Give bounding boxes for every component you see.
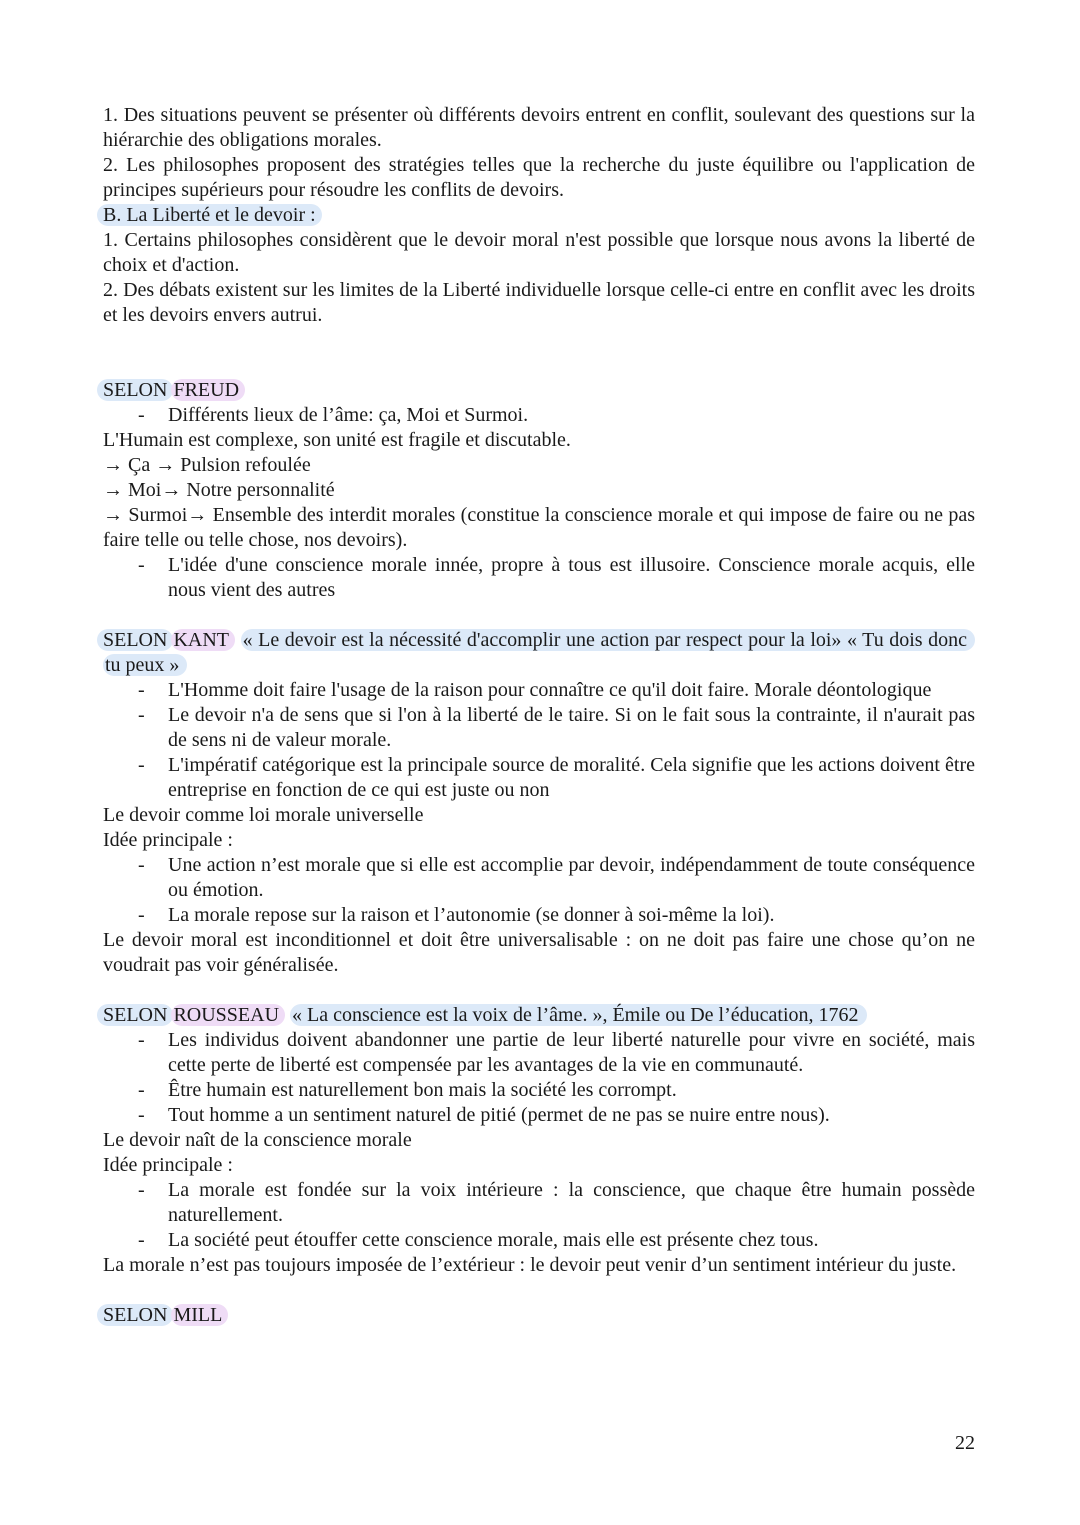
list-item: - La morale est fondée sur la voix intérieure : la conscience, que chaque être humain possède naturellement. [103, 1178, 975, 1228]
list-item: - Les individus doivent abandonner une partie de leur liberté naturelle pour vivre en société, mais cette perte de liberté est compensée par les avantages de la vie en communauté. [103, 1028, 975, 1078]
paragraph: → Ça → Pulsion refoulée [103, 454, 311, 476]
philosopher-name: FREUD [171, 379, 245, 401]
kant-heading: SELON KANT « Le devoir est la nécessité d'accomplir une action par respect pour la loi» « Tu dois donc tu peux » [103, 628, 975, 678]
section-heading [103, 203, 975, 228]
list-item: - La morale repose sur la raison et l’autonomie (se donner à soi-même la loi). [103, 903, 975, 928]
paragraph: Le devoir comme loi morale universelle [103, 804, 424, 826]
paragraph: Idée principale : [103, 1154, 233, 1176]
list-item: - L'idée d'une conscience morale innée, propre à tous est illusoire. Conscience morale acquis, elle nous vient des autres [103, 553, 975, 603]
freud-heading: SELON FREUD [103, 378, 975, 403]
paragraph: → Moi→ Notre personnalité [103, 479, 335, 501]
paragraph: 1. Certains philosophes considèrent que le devoir moral n'est possible que lorsque nous avons la liberté de choix et d'action. [103, 229, 975, 276]
paragraph: La morale n’est pas toujours imposée de l’extérieur : le devoir peut venir d’un sentiment intérieur du juste. [103, 1254, 957, 1276]
list-item: - Différents lieux de l’âme: ça, Moi et Surmoi. [103, 403, 975, 428]
paragraph: L'Humain est complexe, son unité est fragile et discutable. [103, 429, 571, 451]
document-body [103, 103, 975, 1328]
philosopher-name: KANT [171, 629, 235, 651]
page-number: 22 [955, 1432, 975, 1454]
kant-list-2 [103, 853, 975, 928]
philosopher-name: MILL [171, 1304, 228, 1326]
kant-list-1 [103, 678, 975, 803]
list-item: - Le devoir n'a de sens que si l'on à la liberté de le taire. Si on le fait sous la contrainte, il n'aurait pas de sens ni de valeur morale. [103, 703, 975, 753]
paragraph: Le devoir moral est inconditionnel et doit être universalisable : on ne doit pas faire une chose qu’on ne voudrait pas voir généralisée. [103, 929, 975, 976]
list-item: - La société peut étouffer cette conscience morale, mais elle est présente chez tous. [103, 1228, 975, 1253]
kant-quote: « Le devoir est la nécessité d'accomplir une action par respect pour la loi» « Tu dois donc tu peux » [103, 629, 975, 676]
freud-list-2 [103, 553, 975, 603]
paragraph: → Surmoi→ Ensemble des interdit morales (constitue la conscience morale et qui impose de faire ou ne pas faire telle ou telle chose, nos devoirs). [103, 504, 975, 551]
rousseau-list-2 [103, 1178, 975, 1253]
list-item: - L'impératif catégorique est la principale source de moralité. Cela signifie que les actions doivent être entreprise en fonction de ce qui est juste ou non [103, 753, 975, 803]
list-item: - Être humain est naturellement bon mais la société les corrompt. [103, 1078, 975, 1103]
paragraph: 1. Des situations peuvent se présenter où différents devoirs entrent en conflit, soulevant des questions sur la hiérarchie des obligations morales. [103, 104, 975, 151]
list-item: - L'Homme doit faire l'usage de la raison pour connaître ce qu'il doit faire. Morale déontologique [103, 678, 975, 703]
paragraph: 2. Les philosophes proposent des stratégies telles que la recherche du juste équilibre ou l'application de principes supérieurs pour résoudre les conflits de devoirs. [103, 154, 975, 201]
mill-heading: SELON MILL [103, 1303, 975, 1328]
paragraph: Idée principale : [103, 829, 233, 851]
rousseau-heading: SELON ROUSSEAU « La conscience est la voix de l’âme. », Émile ou De l’éducation, 1762 [103, 1003, 975, 1028]
list-item: - Une action n’est morale que si elle est accomplie par devoir, indépendamment de toute conséquence ou émotion. [103, 853, 975, 903]
philosopher-name: ROUSSEAU [171, 1004, 285, 1026]
paragraph: 2. Des débats existent sur les limites de la Liberté individuelle lorsque celle-ci entre en conflit avec les droits et les devoirs envers autrui. [103, 279, 975, 326]
paragraph: Le devoir naît de la conscience morale [103, 1129, 412, 1151]
rousseau-quote: « La conscience est la voix de l’âme. », Émile ou De l’éducation, 1762 [290, 1004, 866, 1026]
freud-list-1 [103, 403, 975, 428]
rousseau-list-1 [103, 1028, 975, 1128]
heading-highlight: B. La Liberté et le devoir : [97, 204, 322, 226]
list-item: - Tout homme a un sentiment naturel de pitié (permet de ne pas se nuire entre nous). [103, 1103, 975, 1128]
